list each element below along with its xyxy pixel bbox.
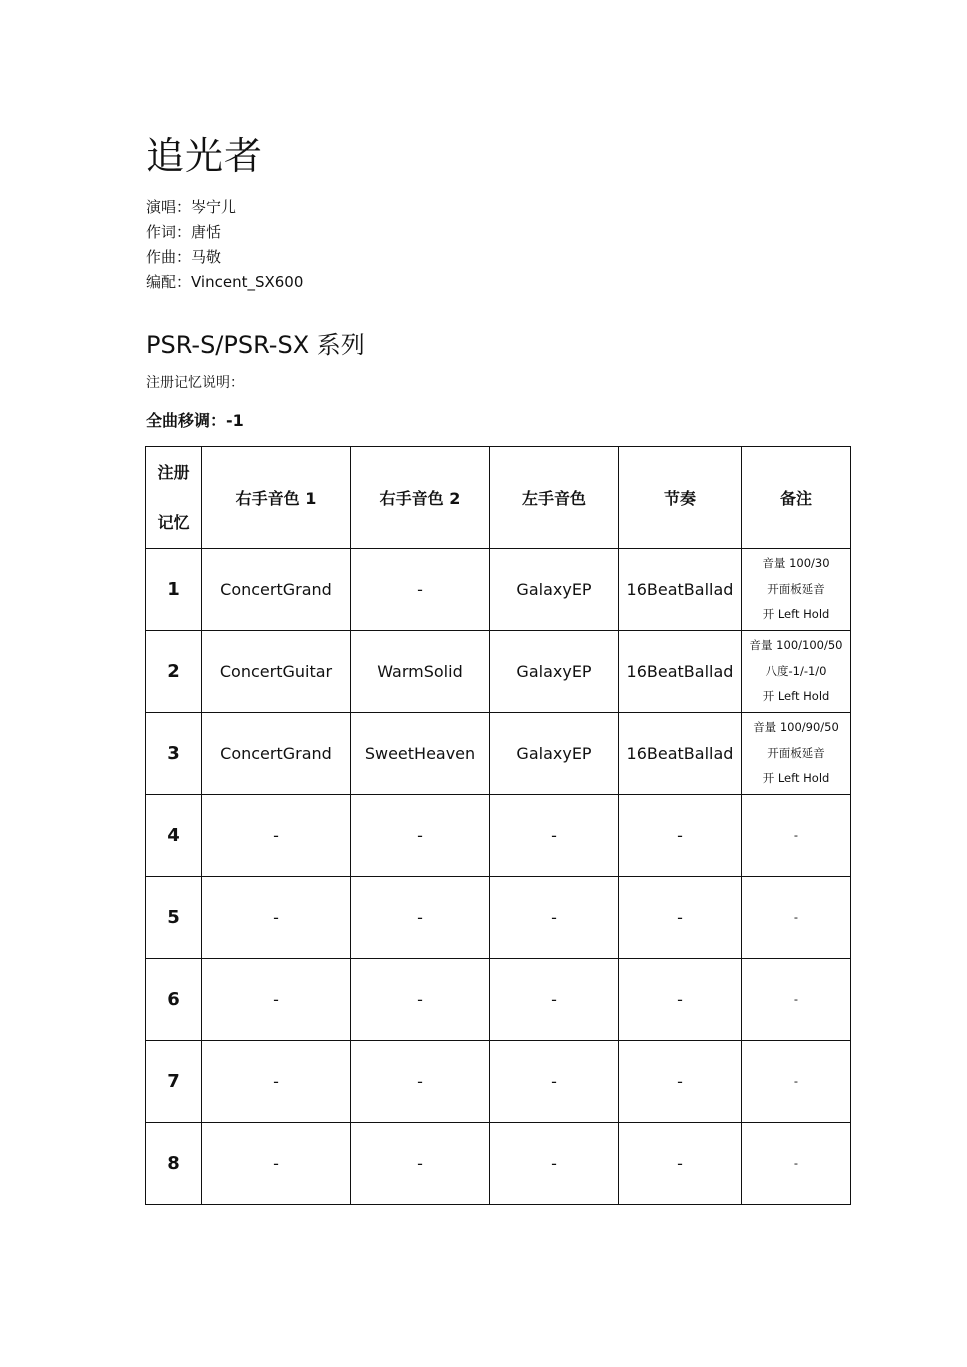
cell-remarks: [742, 795, 851, 877]
transpose-label: 全曲移调：-1: [146, 411, 244, 430]
cell-left-voice: -: [490, 1123, 619, 1205]
cell-rhythm: -: [619, 1123, 742, 1205]
cell-registration-number: 6: [146, 959, 202, 1041]
registration-table: [145, 446, 851, 1205]
cell-registration-number: 3: [146, 713, 202, 795]
cell-left-voice: GalaxyEP: [490, 713, 619, 795]
remark-line: 音量 100/100/50: [749, 638, 843, 653]
table-row: [146, 1123, 851, 1205]
cell-right-voice-2: -: [351, 1123, 490, 1205]
cell-right-voice-1: ConcertGuitar: [202, 631, 351, 713]
cell-left-voice: GalaxyEP: [490, 549, 619, 631]
cell-rhythm: -: [619, 795, 742, 877]
cell-remarks: [742, 549, 851, 631]
header-registration: [146, 447, 202, 549]
cell-rhythm: -: [619, 877, 742, 959]
cell-right-voice-2: SweetHeaven: [351, 713, 490, 795]
cell-rhythm: 16BeatBallad: [619, 631, 742, 713]
cell-left-voice: -: [490, 795, 619, 877]
cell-right-voice-1: ConcertGrand: [202, 713, 351, 795]
lyricist-line: 作词：唐恬: [146, 223, 222, 241]
remark-line: 开面板延音: [767, 745, 825, 760]
table-row: [146, 795, 851, 877]
cell-remarks: [742, 631, 851, 713]
header-remarks: 备注: [742, 447, 851, 549]
registration-note: 注册记忆说明：: [146, 375, 244, 391]
table-header-row: [146, 447, 851, 549]
header-rhythm: 节奏: [619, 447, 742, 549]
cell-left-voice: -: [490, 959, 619, 1041]
table-row: [146, 631, 851, 713]
cell-rhythm: -: [619, 1041, 742, 1123]
cell-rhythm: 16BeatBallad: [619, 713, 742, 795]
cell-remarks: [742, 877, 851, 959]
cell-right-voice-1: -: [202, 877, 351, 959]
cell-right-voice-1: ConcertGrand: [202, 549, 351, 631]
cell-right-voice-2: WarmSolid: [351, 631, 490, 713]
song-title: 追光者: [146, 134, 264, 178]
cell-remarks: [742, 713, 851, 795]
cell-right-voice-1: -: [202, 1123, 351, 1205]
cell-registration-number: 7: [146, 1041, 202, 1123]
remark-line: -: [793, 1155, 799, 1170]
table-row: [146, 1041, 851, 1123]
cell-left-voice: GalaxyEP: [490, 631, 619, 713]
remark-line: 开 Left Hold: [762, 689, 830, 704]
header-right-voice-1: 右手音色 1: [202, 447, 351, 549]
cell-registration-number: 4: [146, 795, 202, 877]
cell-registration-number: 2: [146, 631, 202, 713]
remark-line: 音量 100/30: [762, 556, 830, 571]
cell-right-voice-1: -: [202, 1041, 351, 1123]
cell-rhythm: 16BeatBallad: [619, 549, 742, 631]
remark-line: 开 Left Hold: [762, 771, 830, 786]
series-heading: PSR-S/PSR-SX 系列: [146, 331, 365, 359]
arranger-line: 编配：Vincent_SX600: [146, 273, 304, 291]
remark-line: 音量 100/90/50: [753, 720, 839, 735]
cell-right-voice-1: -: [202, 959, 351, 1041]
remark-line: -: [793, 991, 799, 1006]
header-registration-line2: 记忆: [157, 512, 190, 532]
singer-line: 演唱：岑宁儿: [146, 198, 237, 216]
cell-right-voice-2: -: [351, 1041, 490, 1123]
remark-line: -: [793, 1073, 799, 1088]
cell-left-voice: -: [490, 1041, 619, 1123]
table-row: [146, 959, 851, 1041]
cell-left-voice: -: [490, 877, 619, 959]
cell-right-voice-2: -: [351, 549, 490, 631]
cell-right-voice-2: -: [351, 877, 490, 959]
cell-registration-number: 5: [146, 877, 202, 959]
cell-registration-number: 8: [146, 1123, 202, 1205]
cell-right-voice-1: -: [202, 795, 351, 877]
remark-line: 八度-1/-1/0: [765, 663, 827, 678]
cell-remarks: [742, 1123, 851, 1205]
table-row: [146, 549, 851, 631]
cell-remarks: [742, 959, 851, 1041]
cell-right-voice-2: -: [351, 959, 490, 1041]
remark-line: -: [793, 909, 799, 924]
remark-line: -: [793, 827, 799, 842]
table-row: [146, 713, 851, 795]
cell-remarks: [742, 1041, 851, 1123]
table-body: [146, 549, 851, 1205]
remark-line: 开 Left Hold: [762, 607, 830, 622]
header-right-voice-2: 右手音色 2: [351, 447, 490, 549]
header-registration-line1: 注册: [157, 462, 190, 482]
composer-line: 作曲：马敬: [146, 248, 222, 266]
cell-right-voice-2: -: [351, 795, 490, 877]
header-left-voice: 左手音色: [490, 447, 619, 549]
cell-rhythm: -: [619, 959, 742, 1041]
table-row: [146, 877, 851, 959]
remark-line: 开面板延音: [767, 581, 825, 596]
cell-registration-number: 1: [146, 549, 202, 631]
